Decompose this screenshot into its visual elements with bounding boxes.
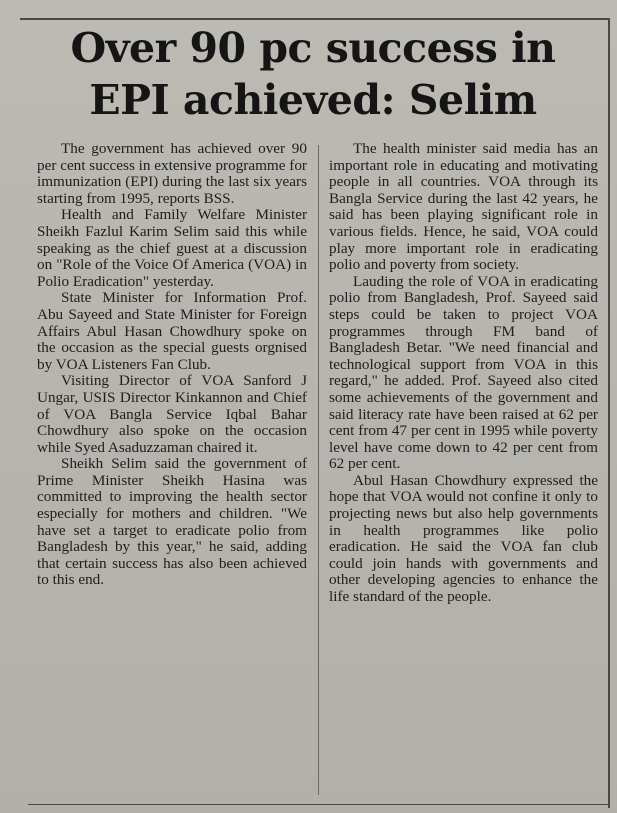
bottom-rule (28, 804, 608, 805)
article-column-left (37, 141, 307, 589)
top-rule (20, 18, 610, 20)
headline-line-2: EPI achieved: Selim (89, 76, 537, 124)
right-rule (608, 18, 610, 808)
headline-line-1: Over 90 pc success in (70, 24, 556, 72)
paragraph: Health and Family Welfare Minister Sheikh Fazlul Karim Selim said this while speaking as the chief guest at a discussion on "Role of the Voice Of America (VOA) in Polio Eradication" yesterday. (37, 206, 307, 290)
article-column-right (329, 141, 598, 606)
paragraph: Abul Hasan Chowdhury expressed the hope that VOA would not confine it only to projecting news but also help governments in health programmes like polio eradication. He said the VOA fan club could join hands with governments and other developing agencies to enhance the life standard of the people. (329, 471, 598, 606)
headline (20, 22, 606, 126)
paragraph: State Minister for Information Prof. Abu Sayeed and State Minister for Foreign Affairs Abul Hasan Chowdhury spoke on the occasion as the special guests orgnised by VOA Listeners Fan Club. (37, 289, 307, 373)
column-gutter (318, 145, 319, 795)
paragraph: Visiting Director of VOA Sanford J Ungar, USIS Director Kinkannon and Chief of VOA Bangla Service Iqbal Bahar Chowdhury also spoke on the occasion while Syed Asaduzzaman chaired it. (37, 372, 307, 456)
paragraph: Lauding the role of VOA in eradicating polio from Bangladesh, Prof. Sayeed said steps could be taken to project VOA programmes through FM band of Bangladesh Betar. "We need financial and technological support from VOA in this regard," he added. Prof. Sayeed also cited some achievements of the government and said literacy rate have been raised at 62 per cent from 47 per cent in 1995 while poverty level have come down to 42 per cent from 62 per cent. (329, 272, 598, 473)
paragraph: The government has achieved over 90 per cent success in extensive programme for immunization (EPI) during the last six years starting from 1995, reports BSS. (37, 140, 307, 207)
paragraph: Sheikh Selim said the government of Prime Minister Sheikh Hasina was committed to improving the health sector especially for mothers and children. "We have set a target to eradicate polio from Bangladesh by this year," he said, adding that certain success has also been achieved to this end. (37, 455, 307, 589)
paragraph: The health minister said media has an important role in educating and motivating people in all countries. VOA through its Bangla Service during the last 42 years, he said has been playing significant role in various fields. Hence, he said, VOA could play more important role in eradicating polio and poverty from society. (329, 140, 598, 274)
